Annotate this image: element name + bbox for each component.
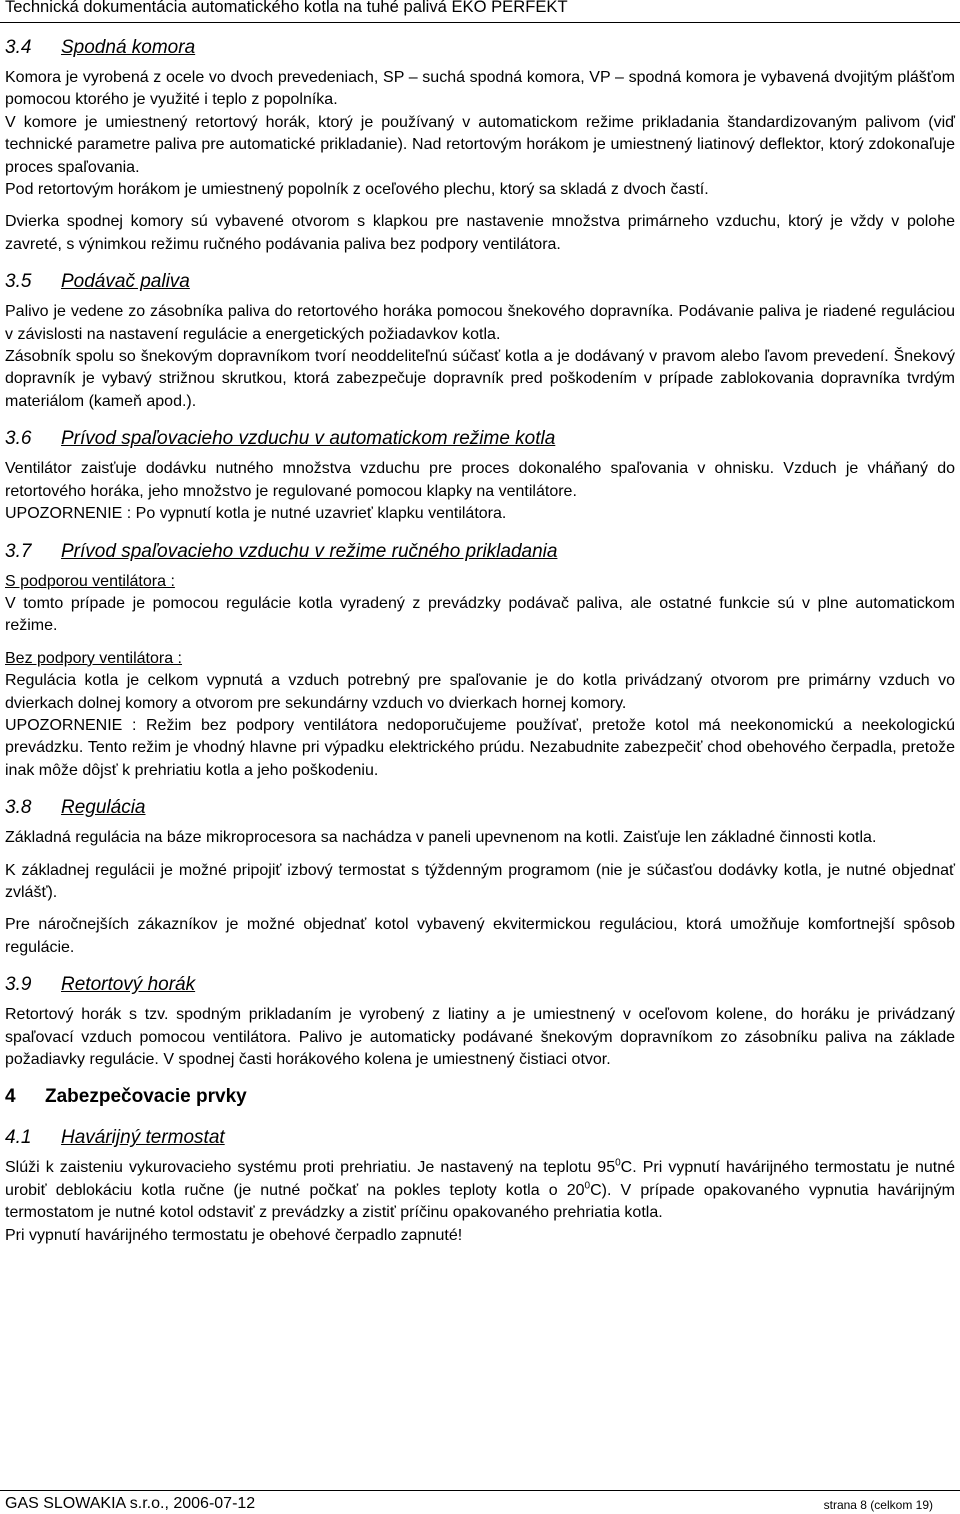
paragraph: Základná regulácia na báze mikroprocesora sa nachádza v paneli upevnenom na kotli. Zaisťuje len základné činnosti kotla.: [5, 829, 877, 847]
paragraph: Komora je vyrobená z ocele vo dvoch prevedeniach, SP – suchá spodná komora, VP – spodná komora je vybavená dvojitým plášťom pomocou ktorého je využité i teplo z popolníka.: [5, 69, 955, 109]
section-title: Retortový horák: [61, 974, 196, 996]
paragraph: Slúži k zaisteniu vykurovacieho systému proti prehriatiu. Je nastavený na teplotu $95^0C$. Pri vypnutí havárijného termostatu je nutné urobiť deblokáciu kotla ručne (je nutné počkať na pokles teploty kotla o $20^0C$). V prípade opakovaného vypnutia havárijným termostatom je nutné kotol odstaviť z prevádzky a zistiť príčinu opakovaného prehriatia kotla.: [5, 1158, 956, 1222]
section-heading-3-6: [5, 427, 955, 451]
paragraph: Pri vypnutí havárijného termostatu je obehové čerpadlo zapnuté!: [5, 1226, 463, 1244]
paragraph: Regulácia kotla je celkom vypnutá a vzduch potrebný pre spaľovanie je do kotla privádzaný otvorom pre primárny vzduch vo dvierkach dolnej komory a otvorom pre sekundárny vzduch vo dvierkach hornej komory.: [5, 672, 955, 712]
section-title: Prívod spaľovacieho vzduchu v režime ručného prikladania: [61, 540, 558, 562]
section-heading-3-4: [5, 36, 955, 60]
subheading: Bez podpory ventilátora :: [5, 649, 182, 667]
chapter-heading-4: [5, 1085, 955, 1109]
section-title: Regulácia: [61, 797, 146, 819]
paragraph: Pod retortovým horákom je umiestnený popolník z oceľového plechu, ktorý sa skladá z dvoch častí.: [5, 181, 709, 199]
section-title: Havárijný termostat: [61, 1127, 225, 1149]
section-heading-4-1: [5, 1126, 955, 1150]
section-heading-3-8: [5, 796, 955, 820]
section-number: 4.1: [5, 1127, 32, 1149]
page-footer: [0, 1490, 960, 1514]
section-number: 3.6: [5, 428, 32, 450]
section-number: 3.7: [5, 540, 32, 562]
section-title: Podávač paliva: [61, 271, 190, 293]
warning-paragraph: UPOZORNENIE : Režim bez podpory ventilátora nedoporučujeme používať, pretože kotol má neekonomickú a neekologickú prevádzku. Tento režim je vhodný hlavne pri výpadku elektrického prúdu. Nezabudnite zabezpečiť chod obehového čerpadla, pretože inak môže dôjsť k prehriatiu kotla a jeho poškodeniu.: [5, 716, 955, 779]
section-number: 3.4: [5, 37, 32, 58]
footer-company: GAS SLOWAKIA s.r.o., 2006-07-12: [5, 1495, 256, 1512]
chapter-title: Zabezpečovacie prvky: [45, 1086, 247, 1108]
section-heading-3-5: [5, 270, 955, 294]
section-heading-3-9: [5, 973, 955, 997]
subheading: S podporou ventilátora :: [5, 572, 175, 590]
paragraph: Dvierka spodnej komory sú vybavené otvorom s klapkou pre nastavenie množstva primárneho vzduchu, ktorý je vždy v polohe zavreté, s výnimkou režimu ručného podávania paliva bez podpory ventilátora.: [5, 213, 955, 253]
section-number: 3.8: [5, 797, 32, 819]
footer-page-number: strana 8 (celkom 19): [823, 1498, 933, 1512]
document-title: Technická dokumentácia automatického kotla na tuhé palivá EKO PERFEKT: [5, 0, 568, 16]
paragraph: K základnej regulácii je možné pripojiť izbový termostat s týždenným programom (nie je súčasťou dodávky kotla, je nutné objednať zvlášť).: [5, 861, 955, 901]
chapter-number: 4: [5, 1086, 16, 1108]
document-body: [5, 36, 955, 1247]
paragraph: Retortový horák s tzv. spodným prikladaním je vyrobený z liatiny a je umiestnený v oceľovom kolene, do horáku je privádzaný spaľovací vzduch pomocou ventilátora. Palivo je automaticky podávané šnekovým dopravníkom zo zásobníku paliva na základe požadiavky regulácie. V spodnej časti horákového kolena je umiestnený čistiaci otvor.: [5, 1006, 955, 1068]
section-number: 3.5: [5, 271, 32, 293]
paragraph: V tomto prípade je pomocou regulácie kotla vyradený z prevádzky podávač paliva, ale ostatné funkcie sú v plne automatickom režime.: [5, 594, 955, 635]
page-header: [0, 0, 960, 23]
paragraph: Zásobník spolu so šnekovým dopravníkom tvorí neoddeliteľnú súčasť kotla a je dodávaný v pravom alebo ľavom prevedení. Šnekový dopravník je vybavý strižnou skrutkou, ktorá zabezpečuje dopravník pred poškodením v prípade zablokovania dopravníka tvrdým materiálom (kameň apod.).: [5, 348, 955, 410]
section-number: 3.9: [5, 974, 32, 996]
paragraph: V komore je umiestnený retortový horák, ktorý je používaný v automatickom režime prikladania štandardizovaným palivom (viď technické parametre paliva pre automatické prikladanie). Nad retortovým horákom je umiestnený liatinový deflektor, ktorý zdokonaľuje proces spaľovania.: [5, 113, 955, 176]
paragraph: Ventilátor zaisťuje dodávku nutného množstva vzduchu pre proces dokonalého spaľovania v ohnisku. Vzduch je vháňaný do retortového horáka, jeho množstvo je regulované pomocou klapky na ventilátore.: [5, 460, 955, 500]
section-title: Prívod spaľovacieho vzduchu v automatickom režime kotla: [61, 428, 556, 450]
section-heading-3-7: [5, 540, 955, 564]
paragraph: Pre náročnejších zákazníkov je možné objednať kotol vybavený ekvitermickou reguláciou, ktorá umožňuje komfortnejší spôsob regulácie.: [5, 916, 955, 956]
warning-paragraph: UPOZORNENIE : Po vypnutí kotla je nutné uzavrieť klapku ventilátora.: [5, 505, 507, 523]
paragraph: Palivo je vedene zo zásobníka paliva do retortového horáka pomocou šnekového dopravníka. Podávanie paliva je riadené reguláciou v závislosti na nastavení regulácie a energetických požiadavkov kotla.: [5, 303, 955, 343]
section-title: Spodná komora: [61, 37, 196, 58]
